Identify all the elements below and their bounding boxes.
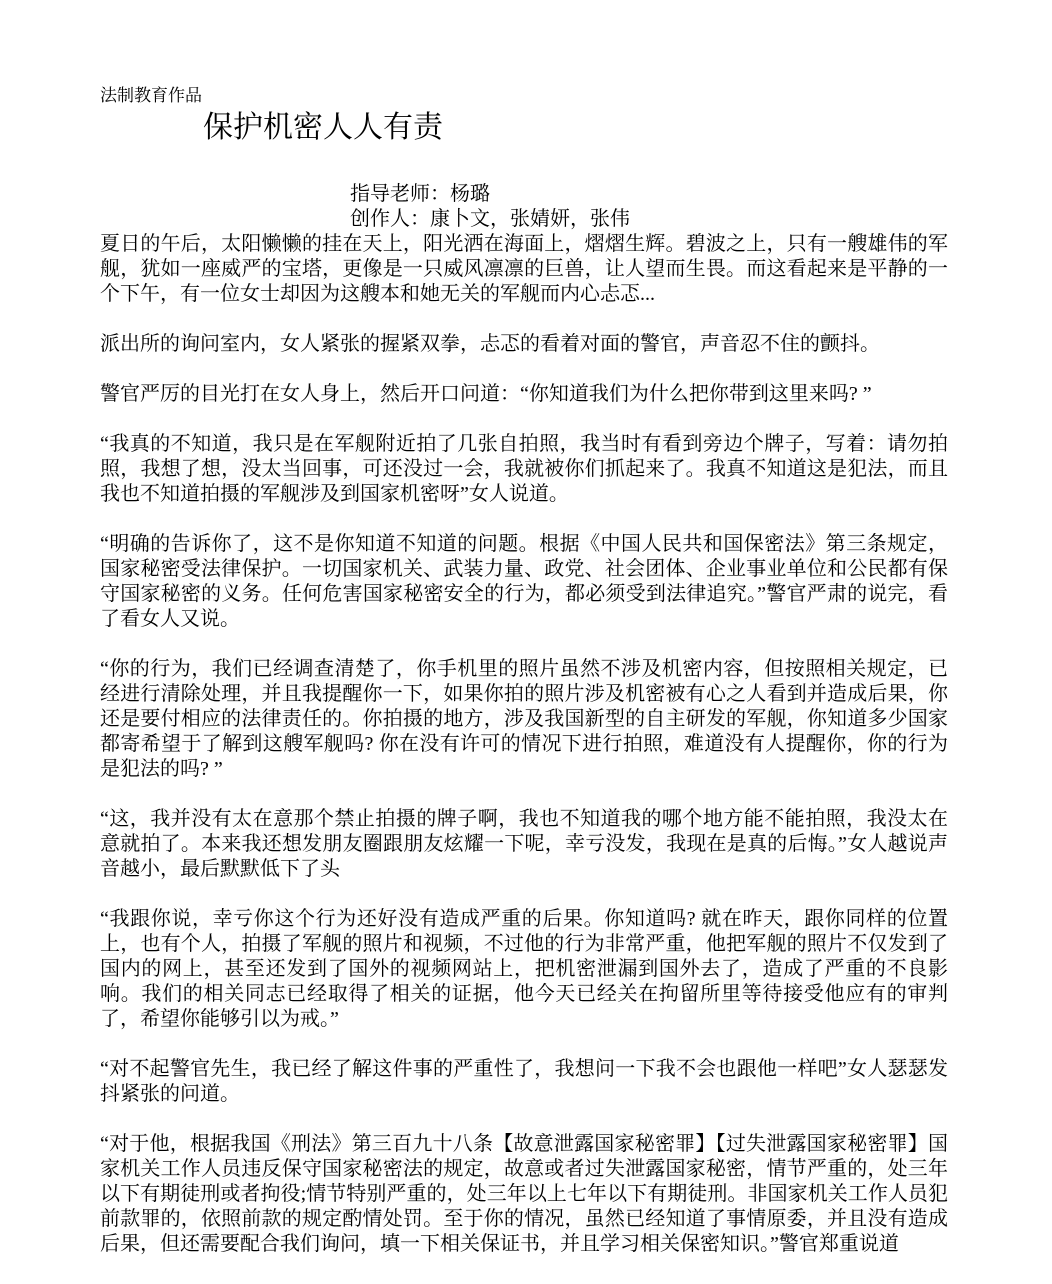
paragraph-8: “我跟你说，幸亏你这个行为还好没有造成严重的后果。你知道吗? 就在昨天，跟你同样的位置上，也有个人，拍摄了军舰的照片和视频，不过他的行为非常严重，他把军舰的照片不仅发到了国内的网上，甚至还发到了国外的视频网站上，把机密泄漏到国外去了，造成了严重的不良影响。我们的相关同志已经取得了相关的证据，他今天已经关在拘留所里等待接受他应有的审判了，希望你能够引以为戒。”: [100, 908, 948, 1030]
credit-instructor: 指导老师：杨璐: [350, 183, 490, 205]
story-body: [100, 232, 948, 1257]
paragraph-9: “对不起警官先生，我已经了解这件事的严重性了，我想问一下我不会也跟他一样吧”女人瑟瑟发抖紧张的问道。: [100, 1058, 948, 1105]
credits-block: [100, 182, 948, 232]
paragraph-4: “我真的不知道，我只是在军舰附近拍了几张自拍照，我当时有看到旁边个牌子，写着：请勿拍照，我想了想，没太当回事，可还没过一会，我就被你们抓起来了。我真不知道这是犯法，而且我也不知道拍摄的军舰涉及到国家机密呀”女人说道。: [100, 433, 948, 505]
paragraph-1: 夏日的午后，太阳懒懒的挂在天上，阳光洒在海面上，熠熠生辉。碧波之上，只有一艘雄伟的军舰，犹如一座威严的宝塔，更像是一只威风凛凛的巨兽，让人望而生畏。而这看起来是平静的一个下午，有一位女士却因为这艘本和她无关的军舰而内心忐忑...: [100, 233, 948, 305]
document-title: 保护机密人人有责: [203, 111, 443, 144]
paragraph-7: “这，我并没有太在意那个禁止拍摄的牌子啊，我也不知道我的哪个地方能不能拍照，我没太在意就拍了。本来我还想发朋友圈跟朋友炫耀一下呢，幸亏没发，我现在是真的后悔。”女人越说声音越小，最后默默低下了头: [100, 808, 948, 880]
paragraph-6: “你的行为，我们已经调查清楚了，你手机里的照片虽然不涉及机密内容，但按照相关规定，已经进行清除处理，并且我提醒你一下，如果你拍的照片涉及机密被有心之人看到并造成后果，你还是要付相应的法律责任的。你拍摄的地方，涉及我国新型的自主研发的军舰，你知道多少国家都寄希望于了解到这艘军舰吗? 你在没有许可的情况下进行拍照，难道没有人提醒你，你的行为是犯法的吗? ”: [100, 658, 948, 780]
credit-authors: 创作人：康卜文，张婧妍，张伟: [350, 208, 630, 230]
paragraph-10: “对于他，根据我国《刑法》第三百九十八条【故意泄露国家秘密罪】【过失泄露国家秘密罪】国家机关工作人员违反保守国家秘密法的规定，故意或者过失泄露国家秘密，情节严重的，处三年以下有期徒刑或者拘役;情节特别严重的，处三年以上七年以下有期徒刑。非国家机关工作人员犯前款罪的，依照前款的规定酌情处罚。至于你的情况，虽然已经知道了事情原委，并且没有造成后果，但还需要配合我们询问，填一下相关保证书，并且学习相关保密知识。”警官郑重说道: [100, 1133, 948, 1255]
category-label: 法制教育作品: [100, 86, 202, 105]
paragraph-3: 警官严厉的目光打在女人身上，然后开口问道：“你知道我们为什么把你带到这里来吗? ”: [100, 383, 872, 405]
paragraph-5: “明确的告诉你了，这不是你知道不知道的问题。根据《中国人民共和国保密法》第三条规定，国家秘密受法律保护。一切国家机关、武装力量、政党、社会团体、企业事业单位和公民都有保守国家秘密的义务。任何危害国家秘密安全的行为，都必须受到法律追究。”警官严肃的说完，看了看女人又说。: [100, 533, 948, 630]
paragraph-2: 派出所的询问室内，女人紧张的握紧双拳，忐忑的看着对面的警官，声音忍不住的颤抖。: [100, 333, 880, 355]
